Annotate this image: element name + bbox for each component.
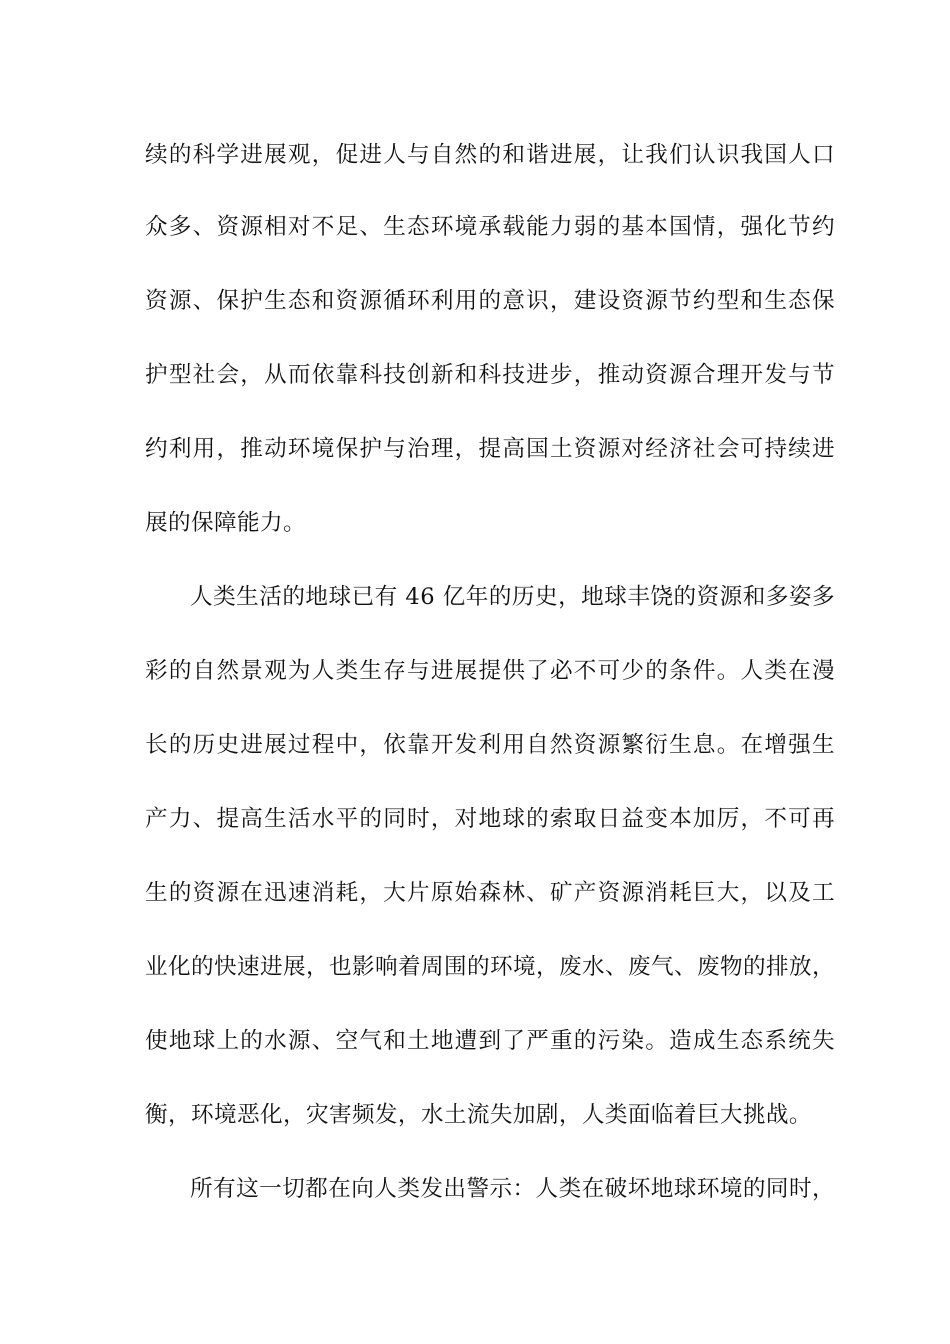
paragraph-2-line-1: 人类生活的地球已有 46 亿年的历史，地球丰饶的资源和多姿多 bbox=[190, 584, 835, 610]
paragraph-2-line-2: 彩的自然景观为人类生存与进展提供了必不可少的条件。人类在漫 bbox=[145, 658, 835, 684]
paragraph-3-line-1: 所有这一切都在向人类发出警示：人类在破坏地球环境的同时， bbox=[190, 1176, 835, 1202]
paragraph-1-line-5: 约利用，推动环境保护与治理，提高国土资源对经济社会可持续进 bbox=[145, 436, 835, 462]
paragraph-1-line-3: 资源、保护生态和资源循环利用的意识，建设资源节约型和生态保 bbox=[145, 288, 835, 314]
paragraph-2-line-7: 使地球上的水源、空气和土地遭到了严重的污染。造成生态系统失 bbox=[145, 1028, 835, 1054]
paragraph-1-line-4: 护型社会，从而依靠科技创新和科技进步，推动资源合理开发与节 bbox=[145, 362, 835, 388]
paragraph-1-line-1: 续的科学进展观，促进人与自然的和谐进展，让我们认识我国人口 bbox=[145, 142, 835, 168]
paragraph-2-line-5: 生的资源在迅速消耗，大片原始森林、矿产资源消耗巨大，以及工 bbox=[145, 880, 835, 906]
paragraph-2-line-6: 业化的快速进展，也影响着周围的环境，废水、废气、废物的排放， bbox=[145, 954, 835, 980]
paragraph-1-line-2: 众多、资源相对不足、生态环境承载能力弱的基本国情，强化节约 bbox=[145, 214, 835, 240]
paragraph-1-line-6: 展的保障能力。 bbox=[145, 510, 306, 536]
paragraph-2-line-8: 衡，环境恶化，灾害频发，水土流失加剧，人类面临着巨大挑战。 bbox=[145, 1102, 812, 1128]
paragraph-2-line-4: 产力、提高生活水平的同时，对地球的索取日益变本加厉，不可再 bbox=[145, 806, 835, 832]
paragraph-2-line-3: 长的历史进展过程中，依靠开发利用自然资源繁衍生息。在增强生 bbox=[145, 732, 835, 758]
